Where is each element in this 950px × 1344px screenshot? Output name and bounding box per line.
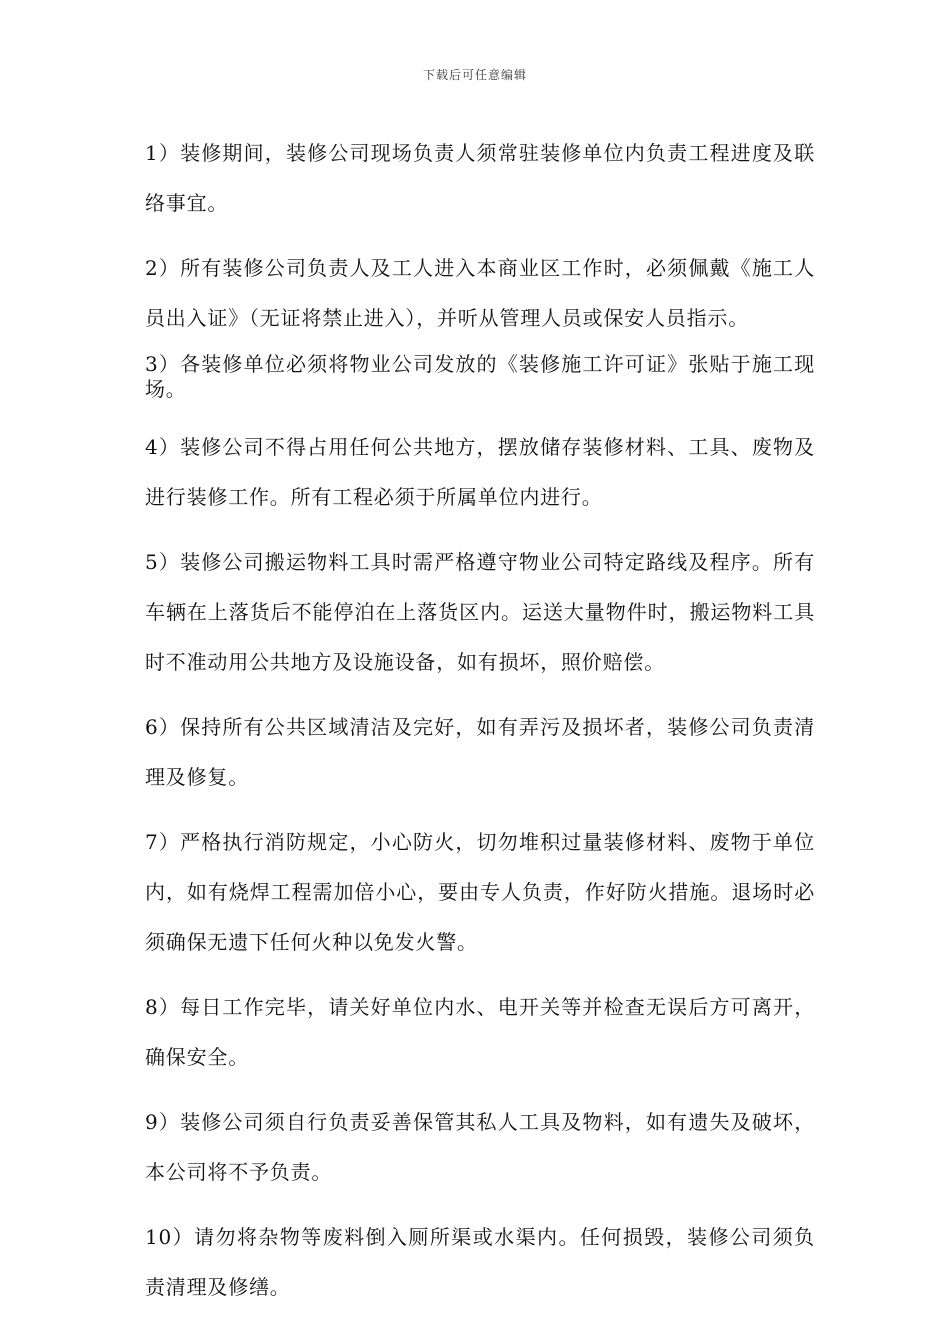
page-header: 下载后可任意编辑 [422,68,527,82]
rule-paragraph-1: 1）装修期间，装修公司现场负责人须常驻装修单位内负责工程进度及联络事宜。 [145,141,815,215]
rule-paragraph-7: 7）严格执行消防规定，小心防火，切勿堆积过量装修材料、废物于单位内，如有烧焊工程需加倍小心，要由专人负责，作好防火措施。退场时必须确保无遗下任何火种以免发火警。 [145,830,815,954]
rule-paragraph-2: 2）所有装修公司负责人及工人进入本商业区工作时，必须佩戴《施工人员出入证》（无证将禁止进入），并听从管理人员或保安人员指示。 [145,256,815,330]
rule-paragraph-6: 6）保持所有公共区域清洁及完好，如有弄污及损坏者，装修公司负责清理及修复。 [145,715,815,789]
rule-paragraph-10: 10）请勿将杂物等废料倒入厕所渠或水渠内。任何损毁，装修公司须负责清理及修缮。 [145,1225,815,1299]
rule-paragraph-9: 9）装修公司须自行负责妥善保管其私人工具及物料，如有遗失及破坏，本公司将不予负责。 [145,1110,815,1184]
rule-paragraph-5: 5）装修公司搬运物料工具时需严格遵守物业公司特定路线及程序。所有车辆在上落货后不能停泊在上落货区内。运送大量物件时，搬运物料工具时不准动用公共地方及设施设备，如有损坏，照价赔偿。 [145,550,815,674]
rule-paragraph-8: 8）每日工作完毕，请关好单位内水、电开关等并检查无误后方可离开，确保安全。 [145,995,815,1069]
rule-paragraph-4: 4）装修公司不得占用任何公共地方，摆放储存装修材料、工具、废物及进行装修工作。所有工程必须于所属单位内进行。 [145,435,815,509]
rule-paragraph-3: 3）各装修单位必须将物业公司发放的《装修施工许可证》张贴于施工现场。 [145,352,815,401]
document-body [145,128,815,1327]
